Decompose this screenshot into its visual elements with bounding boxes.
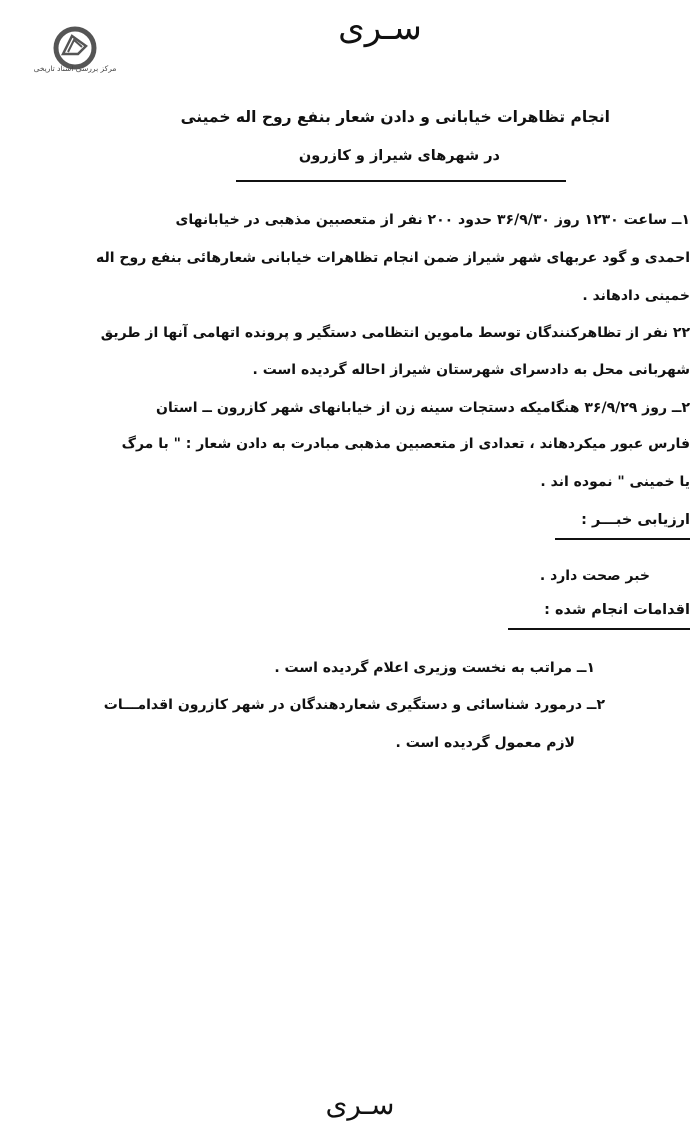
classification-top: سـری (338, 8, 422, 48)
report-line: شهربانی محل به دادسرای شهرستان شیراز احاله گردیده است . (252, 362, 690, 378)
report-line: یا خمینی " نموده اند . (540, 474, 690, 490)
actions-heading: اقدامات انجام شده : (544, 602, 690, 618)
actions-underline (508, 628, 690, 630)
action-line: ۲ــ درمورد شناسائی و دستگیری شعاردهندگان در شهر کازرون اقدامـــات (103, 697, 605, 713)
document-title: انجام تظاهرات خیابانی و دادن شعار بنفع روح اله خمینی (180, 108, 610, 126)
action-line: ۱ــ مراتب به نخست وزیری اعلام گردیده است . (274, 660, 595, 676)
report-line: فارس عبور میکردهاند ، تعدادی از متعصبین مذهبی مبادرت به دادن شعار : " با مرگ (121, 436, 690, 452)
action-line: لازم معمول گردیده است . (395, 735, 575, 751)
assessment-heading: ارزیابی خبـــر : (581, 512, 690, 528)
assessment-underline (555, 538, 690, 540)
classification-bottom: سـری (325, 1088, 395, 1121)
report-line: احمدی و گود عربهای شهر شیراز ضمن انجام تظاهرات خیابانی شعارهائی بنفع روح اله (96, 250, 690, 266)
archive-logo-caption: مرکز بررسی اسناد تاریخی (33, 64, 117, 73)
title-underline (236, 180, 566, 182)
report-line: ۱ــ ساعت ۱۲۳۰ روز ۳۶/۹/۳۰ حدود ۲۰۰ نفر از متعصبین مذهبی در خیابانهای (175, 212, 690, 228)
assessment-text: خبر صحت دارد . (539, 568, 650, 584)
report-line: ۲ــ روز ۳۶/۹/۲۹ هنگامیکه دستجات سینه زن از خیابانهای شهر کازرون ــ استان (156, 400, 690, 416)
document-subtitle: در شهرهای شیراز و کازرون (298, 148, 500, 164)
report-line: خمینی دادهاند . (582, 288, 690, 304)
report-line: ۲۲ نفر از تظاهرکنندگان توسط ماموین انتظامی دستگیر و پرونده اتهامی آنها از طریق (100, 325, 690, 341)
